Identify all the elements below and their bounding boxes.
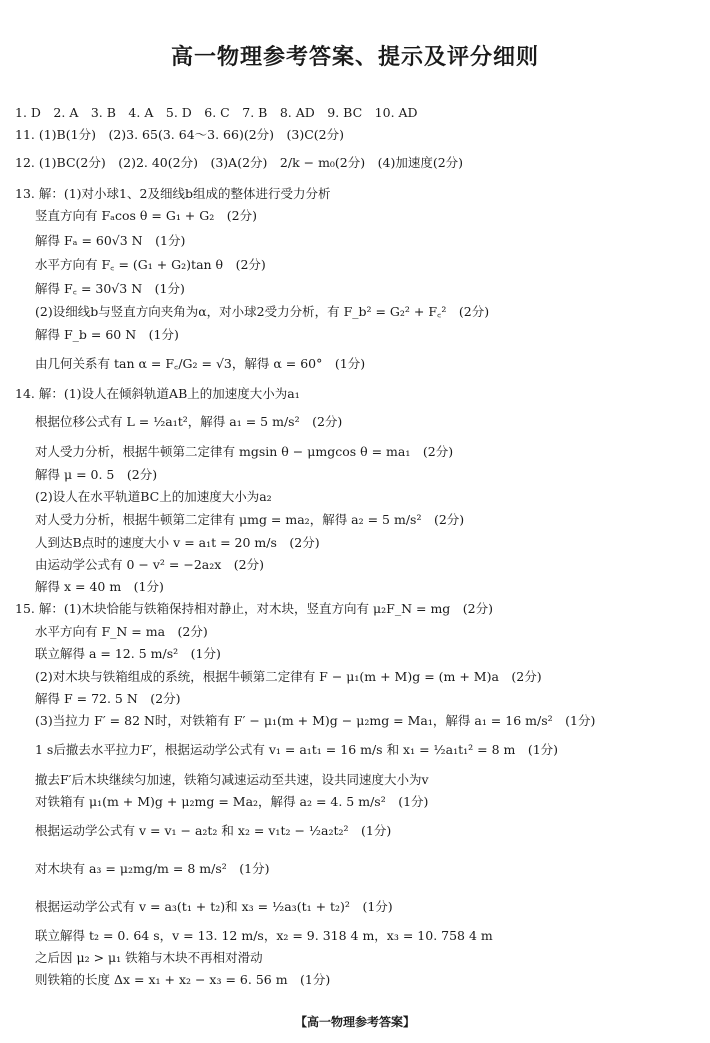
answer-line: 对木块有 a₃ = μ₂mg/m = 8 m/s² (1分): [35, 861, 270, 876]
answer-line: 解得 F_b = 60 N (1分): [35, 327, 179, 342]
answer-line: 11. (1)B(1分) (2)3. 65(3. 64～3. 66)(2分) (3)C(2分): [15, 127, 345, 142]
answer-line: 解得 x = 40 m (1分): [35, 579, 164, 594]
answer-line: 1 s后撤去水平拉力F′，根据运动学公式有 v₁ = a₁t₁ = 16 m/s 和 x₁ = ½a₁t₁² = 8 m (1分): [35, 742, 559, 757]
answer-line: 对铁箱有 μ₁(m + M)g + μ₂mg = Ma₂，解得 a₂ = 4. 5 m/s² (1分): [35, 794, 429, 809]
answer-line: 根据位移公式有 L = ½a₁t²，解得 a₁ = 5 m/s² (2分): [35, 414, 343, 429]
answer-line: 1. D 2. A 3. B 4. A 5. D 6. C 7. B 8. AD 9. BC 10. AD: [15, 105, 418, 120]
answer-line: 13. 解：(1)对小球1、2及细线b组成的整体进行受力分析: [15, 186, 331, 201]
answer-line: 人到达B点时的速度大小 v = a₁t = 20 m/s (2分): [35, 535, 320, 550]
answer-line: 之后因 μ₂ > μ₁ 铁箱与木块不再相对滑动: [35, 950, 263, 965]
answer-line: 由几何关系有 tan α = F꜀/G₂ = √3，解得 α = 60° (1分): [35, 356, 366, 371]
answer-line: 14. 解：(1)设人在倾斜轨道AB上的加速度大小为a₁: [15, 386, 300, 401]
answer-line: 对人受力分析，根据牛顿第二定律有 mgsin θ − μmgcos θ = ma₁ (2分): [35, 444, 454, 459]
answer-line: (2)对木块与铁箱组成的系统，根据牛顿第二定律有 F − μ₁(m + M)g = (m + M)a (2分): [35, 669, 542, 684]
answer-line: 竖直方向有 Fₐcos θ = G₁ + G₂ (2分): [35, 208, 257, 223]
answer-line: 解得 μ = 0. 5 (2分): [35, 467, 158, 482]
answer-line: 对人受力分析，根据牛顿第二定律有 μmg = ma₂，解得 a₂ = 5 m/s² (2分): [35, 512, 465, 527]
answer-line: 15. 解：(1)木块恰能与铁箱保持相对静止，对木块，竖直方向有 μ₂F_N = mg (2分): [15, 601, 494, 616]
answer-line: 12. (1)BC(2分) (2)2. 40(2分) (3)A(2分) 2/k − m₀(2分) (4)加速度(2分): [15, 155, 464, 170]
answer-line: 由运动学公式有 0 − v² = −2a₂x (2分): [35, 557, 264, 572]
page-title: 高一物理参考答案、提示及评分细则: [170, 45, 539, 70]
answer-line: 联立解得 a = 12. 5 m/s² (1分): [35, 646, 221, 661]
answer-line: 解得 F꜀ = 30√3 N (1分): [35, 281, 185, 296]
answer-line: 则铁箱的长度 Δx = x₁ + x₂ − x₃ = 6. 56 m (1分): [35, 972, 331, 987]
answer-line: 撤去F′后木块继续匀加速，铁箱匀减速运动至共速，设共同速度大小为v: [35, 772, 429, 787]
answer-line: 联立解得 t₂ = 0. 64 s，v = 13. 12 m/s，x₂ = 9. 318 4 m，x₃ = 10. 758 4 m: [35, 928, 493, 943]
answer-line: 根据运动学公式有 v = a₃(t₁ + t₂)和 x₃ = ½a₃(t₁ + t₂)² (1分): [35, 899, 393, 914]
answer-line: 水平方向有 F_N = ma (2分): [35, 624, 208, 639]
page-footer: 【高一物理参考答案】: [294, 1015, 415, 1029]
answer-line: 解得 F = 72. 5 N (2分): [35, 691, 181, 706]
answer-line: (2)设细线b与竖直方向夹角为α，对小球2受力分析，有 F_b² = G₂² + F꜀² (2分): [35, 304, 490, 319]
answer-line: 解得 Fₐ = 60√3 N (1分): [35, 233, 186, 248]
answer-line: 根据运动学公式有 v = v₁ − a₂t₂ 和 x₂ = v₁t₂ − ½a₂t₂² (1分): [35, 823, 392, 838]
answer-line: (3)当拉力 F′ = 82 N时，对铁箱有 F′ − μ₁(m + M)g − μ₂mg = Ma₁，解得 a₁ = 16 m/s² (1分): [35, 713, 596, 728]
answer-line: (2)设人在水平轨道BC上的加速度大小为a₂: [35, 489, 272, 504]
answer-line: 水平方向有 F꜀ = (G₁ + G₂)tan θ (2分): [35, 257, 266, 272]
